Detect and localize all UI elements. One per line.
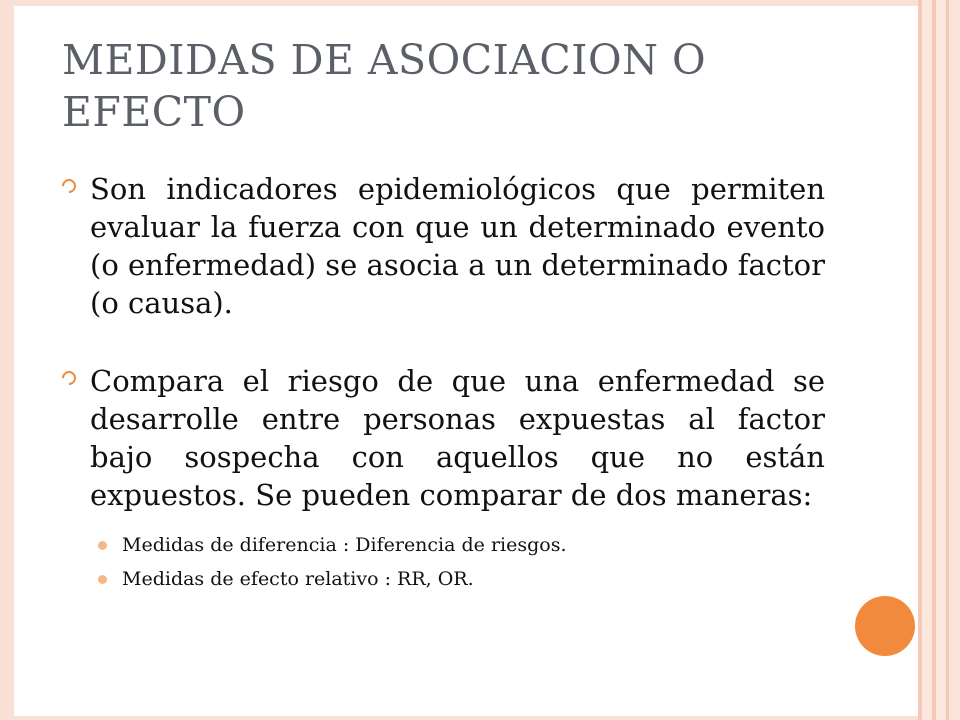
sub-bullet-2 [90,562,825,596]
slide-content [62,170,825,596]
sub-bullet-1-text: Medidas de diferencia : Diferencia de riesgos. [122,534,567,556]
bullet-2 [62,362,825,596]
sub-bullet-1 [90,528,825,562]
decorative-circle [855,596,915,656]
bullet-ring-icon [59,368,79,388]
left-border [0,0,14,720]
sub-bullet-2-text: Medidas de efecto relativo : RR, OR. [122,568,474,590]
dot-icon [98,541,107,550]
right-stripes [918,0,960,720]
bullet-ring-icon [59,176,79,196]
bullet-1 [62,170,825,322]
bullet-2-text: Compara el riesgo de que una enfermedad se desarrolle entre personas expuestas al factor bajo sospecha con aquellos que no están expuestos. Se pueden comparar de dos maneras: [90,364,825,512]
dot-icon [98,575,107,584]
sub-bullet-list [90,528,825,596]
bullet-1-text: Son indicadores epidemiológicos que permiten evaluar la fuerza con que un determinado evento (o enfermedad) se asocia a un determinado factor (o causa). [90,172,825,320]
top-border [0,0,960,6]
slide-title: MEDIDAS DE ASOCIACION O EFECTO [62,36,707,136]
bottom-border [0,716,960,720]
